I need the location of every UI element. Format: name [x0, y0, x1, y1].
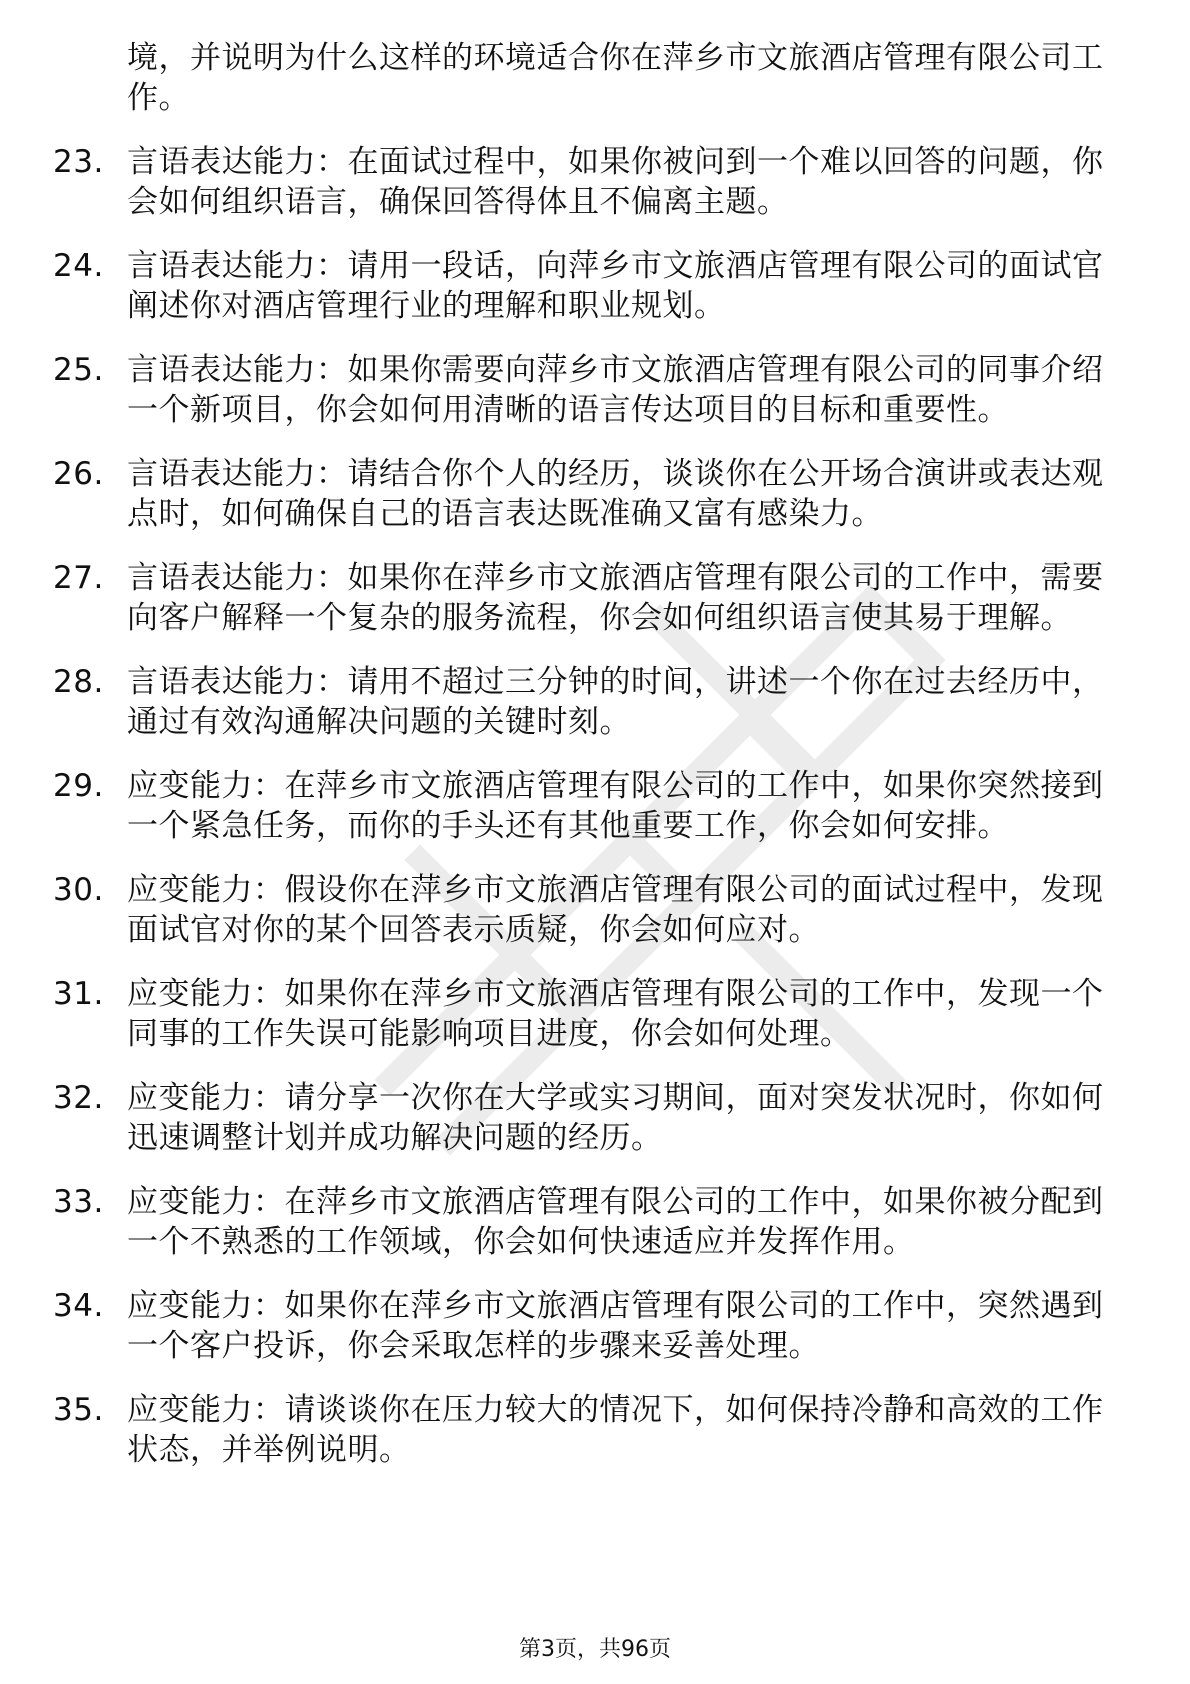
question-text: 应变能力：在萍乡市文旅酒店管理有限公司的工作中，如果你被分配到一个不熟悉的工作领域，你会如何快速适应并发挥作用。	[127, 1184, 1104, 1260]
question-item	[0, 1078, 1190, 1158]
question-text: 应变能力：请分享一次你在大学或实习期间，面对突发状况时，你如何迅速调整计划并成功解决问题的经历。	[127, 1080, 1104, 1156]
question-item	[0, 662, 1190, 742]
question-text: 应变能力：在萍乡市文旅酒店管理有限公司的工作中，如果你突然接到一个紧急任务，而你的手头还有其他重要工作，你会如何安排。	[127, 768, 1104, 844]
question-number: 24.	[53, 248, 104, 284]
question-text: 应变能力：请谈谈你在压力较大的情况下，如何保持冷静和高效的工作状态，并举例说明。	[127, 1392, 1104, 1468]
question-text: 言语表达能力：请用一段话，向萍乡市文旅酒店管理有限公司的面试官阐述你对酒店管理行业的理解和职业规划。	[127, 248, 1104, 324]
question-number: 30.	[53, 872, 104, 908]
question-item	[0, 454, 1190, 534]
question-text: 应变能力：假设你在萍乡市文旅酒店管理有限公司的面试过程中，发现面试官对你的某个回答表示质疑，你会如何应对。	[127, 872, 1104, 948]
question-text: 言语表达能力：如果你需要向萍乡市文旅酒店管理有限公司的同事介绍一个新项目，你会如何用清晰的语言传达项目的目标和重要性。	[127, 352, 1104, 428]
question-number: 23.	[53, 144, 104, 180]
question-number: 25.	[53, 352, 104, 388]
question-item	[0, 350, 1190, 430]
question-list	[0, 38, 1190, 1470]
question-number: 26.	[53, 456, 104, 492]
page-number: 第3页，共96页	[519, 1637, 671, 1662]
question-text: 言语表达能力：如果你在萍乡市文旅酒店管理有限公司的工作中，需要向客户解释一个复杂的服务流程，你会如何组织语言使其易于理解。	[127, 560, 1104, 636]
question-number: 29.	[53, 768, 104, 804]
continued-question-text: 境，并说明为什么这样的环境适合你在萍乡市文旅酒店管理有限公司工作。	[127, 40, 1104, 116]
question-number: 28.	[53, 664, 104, 700]
question-number: 33.	[53, 1184, 104, 1220]
question-item	[0, 974, 1190, 1054]
question-item	[0, 766, 1190, 846]
question-number: 31.	[53, 976, 104, 1012]
question-item	[0, 1182, 1190, 1262]
question-item	[0, 558, 1190, 638]
question-item	[0, 142, 1190, 222]
question-text: 应变能力：如果你在萍乡市文旅酒店管理有限公司的工作中，突然遇到一个客户投诉，你会采取怎样的步骤来妥善处理。	[127, 1288, 1104, 1364]
question-item	[0, 1286, 1190, 1366]
question-number: 35.	[53, 1392, 104, 1428]
question-number: 34.	[53, 1288, 104, 1324]
question-number: 27.	[53, 560, 104, 596]
question-text: 言语表达能力：在面试过程中，如果你被问到一个难以回答的问题，你会如何组织语言，确保回答得体且不偏离主题。	[127, 144, 1104, 220]
question-text: 言语表达能力：请结合你个人的经历，谈谈你在公开场合演讲或表达观点时，如何确保自己的语言表达既准确又富有感染力。	[127, 456, 1104, 532]
question-text: 言语表达能力：请用不超过三分钟的时间，讲述一个你在过去经历中，通过有效沟通解决问题的关键时刻。	[127, 664, 1104, 740]
question-item	[0, 1390, 1190, 1470]
question-item	[0, 246, 1190, 326]
question-number: 32.	[53, 1080, 104, 1116]
question-item	[0, 870, 1190, 950]
question-text: 应变能力：如果你在萍乡市文旅酒店管理有限公司的工作中，发现一个同事的工作失误可能影响项目进度，你会如何处理。	[127, 976, 1104, 1052]
